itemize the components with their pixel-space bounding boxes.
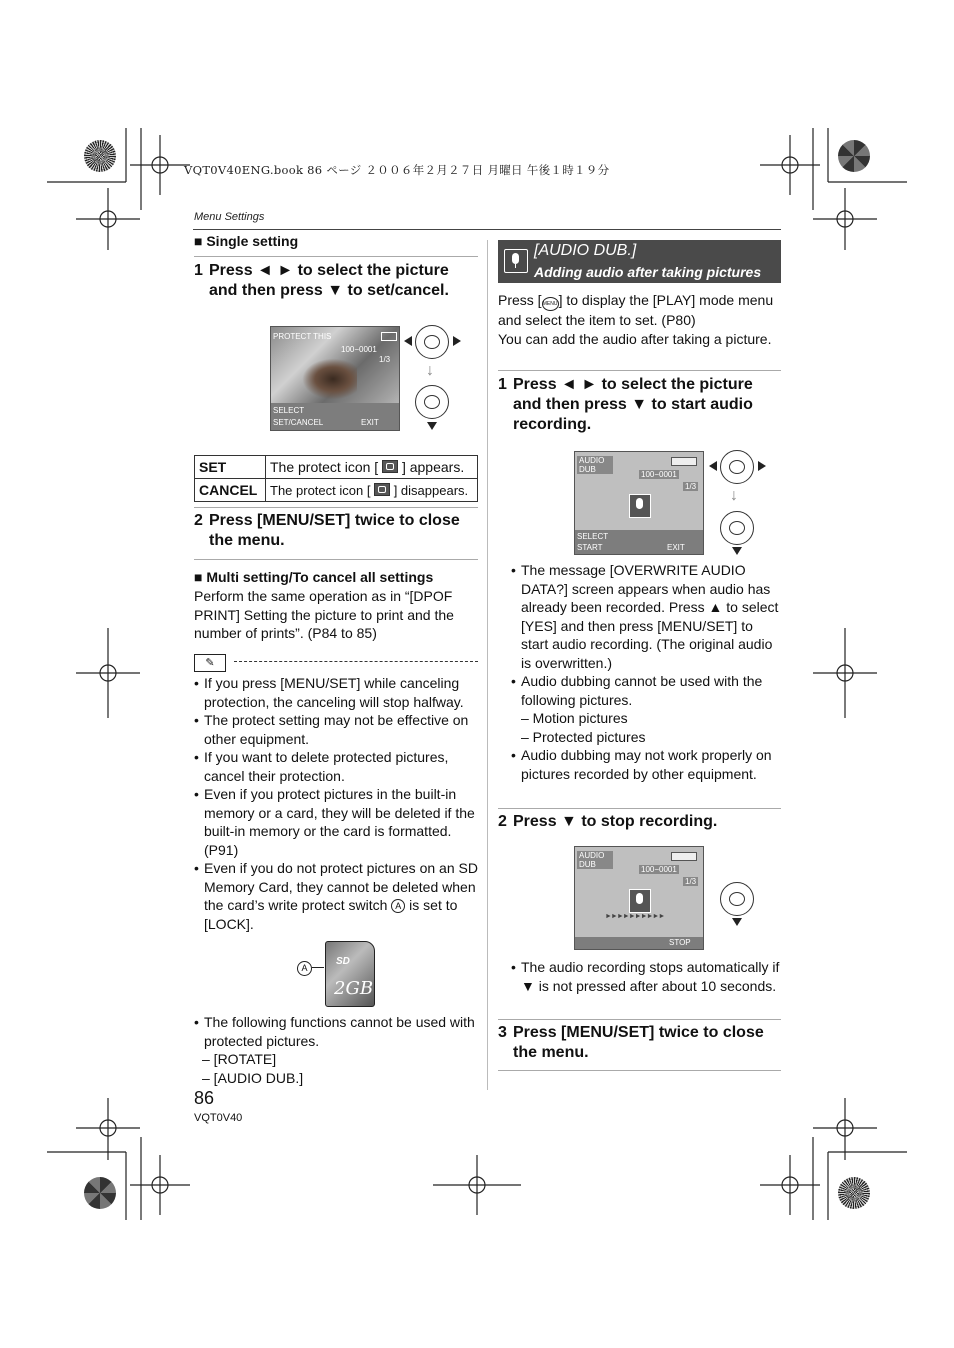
- table-text: ] disappears.: [393, 482, 469, 498]
- lcd-select-label: SELECT: [577, 532, 609, 541]
- registration-burst-bottom-left: [84, 1177, 116, 1209]
- bullet-item: • Audio dubbing may not work properly on pictures recorded by other equipment.: [511, 746, 781, 783]
- audio-intro: [498, 291, 781, 348]
- lcd-select-label: SELECT: [273, 406, 305, 415]
- step-number: 1: [194, 262, 203, 279]
- note-text: Even if you do not protect pictures on an SD Memory Card, they cannot be deleted when the card’s write protect switch: [204, 860, 478, 913]
- dpad-icon: [415, 325, 449, 359]
- microphone-icon: [504, 249, 528, 273]
- step-text: Press ◄ ► to select the picture and then press ▼ to start audio recording.: [513, 376, 753, 433]
- sub-item: – Motion pictures: [521, 710, 628, 726]
- note-text: is set to [LOCK].: [204, 897, 458, 932]
- sd-card-image: [325, 941, 375, 1007]
- lcd-start-label: START: [577, 543, 603, 552]
- table-row: [195, 456, 478, 479]
- audio-dub-header: [498, 240, 781, 283]
- note-item: • The following functions cannot be used with protected pictures.: [194, 1013, 478, 1050]
- lcd-exit-label: EXIT: [667, 543, 685, 552]
- camera-lcd-audio-start: [574, 451, 704, 555]
- lcd-exit-label: EXIT: [361, 418, 379, 427]
- audio-dub-subtitle: Adding audio after taking pictures: [534, 264, 762, 280]
- lcd-bottom-bar: [575, 530, 703, 554]
- note-header: [194, 653, 478, 673]
- camera-lcd-audio-recording: [574, 846, 704, 950]
- bullet-item: • Audio dubbing cannot be used with the following pictures.: [511, 672, 781, 709]
- audio-stop-note: [511, 958, 781, 995]
- sd-capacity-label: 2GB: [334, 978, 374, 999]
- note-item: • If you press [MENU/SET] while canceling protection, the canceling will stop halfway.: [194, 674, 478, 711]
- dpad-icon: [720, 511, 754, 545]
- lcd-count: 1/3: [685, 877, 697, 886]
- arrow-right-icon: [453, 336, 461, 346]
- step-text: Press ◄ ► to select the picture and then press ▼ to set/cancel.: [209, 262, 449, 299]
- dpad-icon: [415, 385, 449, 419]
- table-key: CANCEL: [195, 479, 266, 502]
- rule: [498, 1070, 781, 1071]
- step-number: 3: [498, 1024, 507, 1041]
- registration-burst-top-left: [84, 140, 116, 172]
- registration-burst-top-right: [838, 140, 870, 172]
- lcd-count: 1/3: [379, 355, 391, 364]
- rule: [498, 370, 781, 371]
- sub-item: – [ROTATE]: [202, 1051, 277, 1067]
- lcd-stop-label: STOP: [669, 938, 691, 947]
- dpad-icon: [720, 450, 754, 484]
- note-item: [194, 859, 478, 933]
- note-dashes: [234, 661, 478, 662]
- intro-text-2: You can add the audio after taking a picture.: [498, 330, 772, 347]
- lcd-top-label: PROTECT THIS: [273, 332, 332, 341]
- model-code: VQT0V40: [194, 1112, 243, 1124]
- note-item: • Even if you protect pictures in the built-in memory or a card, they will be deleted if the built-in memory or the card is formatted. (P91): [194, 785, 478, 859]
- arrow-down-icon: [732, 547, 742, 555]
- note-item: • If you want to delete protected pictures, cancel their protection.: [194, 748, 478, 785]
- sub-item: – Protected pictures: [521, 728, 646, 745]
- lcd-count: 1/3: [685, 482, 697, 491]
- lcd-file-number: 100−0001: [641, 470, 677, 479]
- lcd-audio-label: AUDIO DUB: [577, 456, 613, 474]
- battery-icon: [671, 852, 697, 861]
- table-key: SET: [195, 456, 266, 479]
- camera-lcd-protect: [270, 326, 400, 431]
- notes-list: [194, 674, 478, 933]
- step-text: Press [MENU/SET] twice to close the menu.: [209, 512, 460, 549]
- down-arrow-icon: ↓: [426, 362, 434, 379]
- step-number: 2: [194, 512, 203, 529]
- rule: [194, 507, 478, 508]
- step-number: 1: [498, 376, 507, 393]
- step-text: Press [MENU/SET] twice to close the menu.: [513, 1024, 764, 1061]
- arrow-left-icon: [404, 336, 412, 346]
- lcd-file-number: 100−0001: [341, 345, 377, 354]
- intro-text: Press [: [498, 292, 542, 308]
- registration-burst-bottom-right: [838, 1177, 870, 1209]
- marker-a: A: [391, 899, 405, 913]
- note-icon: ✎: [194, 654, 226, 672]
- rule: [194, 256, 478, 257]
- lcd-bottom-bar: [271, 403, 399, 430]
- sub-item: – [AUDIO DUB.]: [202, 1069, 304, 1086]
- section-label: Menu Settings: [194, 211, 265, 223]
- table-value: [266, 479, 478, 502]
- microphone-icon: [629, 889, 651, 913]
- top-rule: [193, 229, 781, 230]
- table-text: The protect icon [: [270, 459, 379, 475]
- step-number: 2: [498, 813, 507, 830]
- battery-icon: [671, 457, 697, 466]
- right-step-3: [498, 1023, 781, 1063]
- multi-setting-heading: ■ Multi setting/To cancel all settings: [194, 569, 434, 585]
- protect-table: [194, 455, 478, 502]
- protected-functions-note: [194, 1013, 478, 1087]
- lcd-setcancel-label: SET/CANCEL: [273, 418, 324, 427]
- page-number: 86: [194, 1088, 215, 1108]
- table-row: [195, 479, 478, 502]
- bullet-item: • The message [OVERWRITE AUDIO DATA?] screen appears when audio has already been recorded. Press ▲ to select [YES] and then press [MENU/SET] to start audio recording. (The original audio is overwritten.): [511, 561, 781, 672]
- arrow-down-icon: [427, 422, 437, 430]
- rule: [498, 808, 781, 809]
- intro-text: ] to display the [PLAY] mode menu and select the item to set. (P80): [498, 292, 774, 328]
- arrow-right-icon: [758, 461, 766, 471]
- right-step-1: [498, 375, 781, 435]
- pointer-line: [312, 967, 324, 968]
- step-text: Press ▼ to stop recording.: [513, 813, 718, 830]
- protect-key-icon: [374, 483, 390, 496]
- dog-photo: [297, 355, 357, 403]
- single-setting-heading: ■ Single setting: [194, 233, 299, 249]
- rule: [498, 1019, 781, 1020]
- print-header: VQT0V40ENG.book 86 ページ ２００６年２月２７日 月曜日 午後１時１９分: [184, 163, 610, 177]
- arrow-left-icon: [709, 461, 717, 471]
- down-arrow-icon: ↓: [730, 487, 738, 504]
- lcd-bottom-bar: [575, 937, 703, 949]
- left-step-2: [194, 511, 478, 551]
- recording-progress: ►►►►►►►►►►: [605, 913, 665, 920]
- bullet-item: • The audio recording stops automatically if ▼ is not pressed after about 10 seconds.: [511, 958, 781, 995]
- microphone-icon: [629, 494, 651, 518]
- marker-a: A: [297, 961, 312, 976]
- lcd-audio-label: AUDIO DUB: [577, 851, 613, 869]
- table-text: The protect icon [: [270, 482, 371, 498]
- audio-bullets: [511, 561, 781, 783]
- arrow-down-icon: [732, 918, 742, 926]
- rule: [194, 559, 478, 560]
- note-item: • The protect setting may not be effective on other equipment.: [194, 711, 478, 748]
- column-divider: [487, 240, 488, 1090]
- lcd-file-number: 100−0001: [641, 865, 677, 874]
- protect-key-icon: [382, 460, 398, 473]
- table-value: [266, 456, 478, 479]
- audio-dub-title: [AUDIO DUB.]: [534, 242, 637, 259]
- menu-set-button-icon: MENU: [542, 297, 559, 311]
- sd-logo: SD: [336, 956, 350, 967]
- multi-setting-text: Perform the same operation as in “[DPOF PRINT] Setting the picture to print and the number of prints”. (P84 to 85): [194, 588, 454, 641]
- table-text: ] appears.: [401, 459, 465, 475]
- left-step-1: [194, 261, 478, 301]
- battery-icon: [381, 332, 397, 341]
- dpad-icon: [720, 882, 754, 916]
- right-step-2: [498, 812, 781, 832]
